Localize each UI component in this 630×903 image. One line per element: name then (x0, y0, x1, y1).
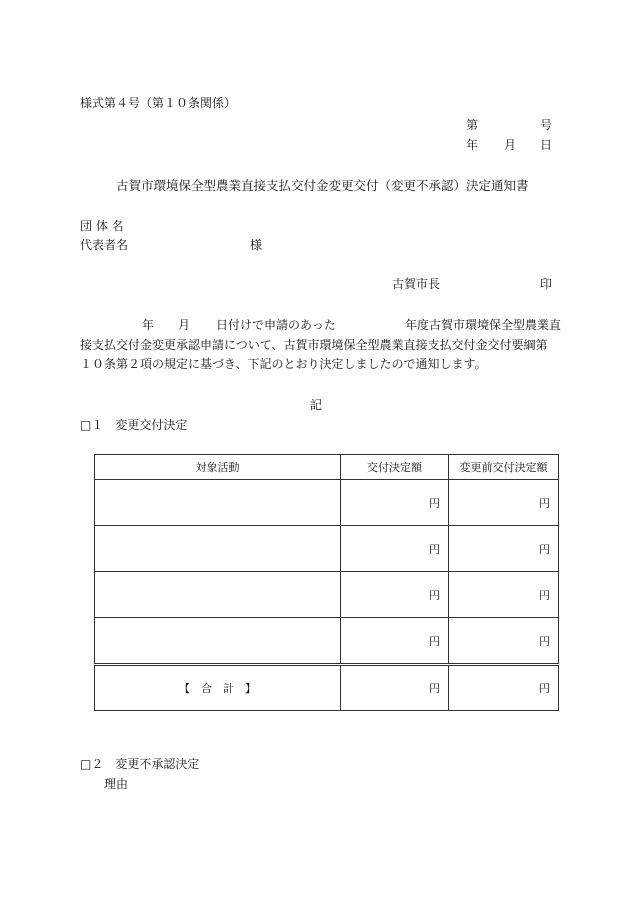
section-2-label: ２ 変更不承認決定 (91, 757, 200, 771)
document-title: 古賀市環境保全型農業直接支払交付金変更交付（変更不承認）決定通知書 (116, 178, 529, 193)
issuer-name: 古賀市長 (392, 277, 441, 291)
table-total-row (95, 665, 559, 711)
section-2-checkbox[interactable]: □ (80, 757, 92, 771)
body-day-text: 日付けで申請のあった (216, 318, 336, 332)
table-row (95, 480, 559, 526)
reason-label: 理由 (104, 777, 129, 791)
table-row (95, 618, 559, 665)
body-line-3: １０条第２項の規定に基づき、下記のとおり決定しましたので通知します。 (80, 357, 487, 371)
representative-label: 代表者名 (80, 238, 129, 252)
table-header-row (95, 455, 559, 480)
body-line-2: 接支払交付金変更承認申請について、古賀市環境保全型農業直接支払交付金交付要綱第 (80, 338, 548, 352)
activity-cell[interactable] (95, 480, 341, 526)
form-number: 様式第４号（第１０条関係） (80, 96, 237, 110)
ki-heading: 記 (310, 398, 323, 412)
section-1-checkbox[interactable]: □ (80, 418, 92, 432)
amount-cell[interactable]: 円 (341, 480, 449, 526)
section-1-heading (80, 418, 187, 432)
doc-number-suffix: 号 (540, 118, 553, 132)
honorific: 様 (250, 238, 263, 252)
header-amount: 交付決定額 (341, 455, 449, 480)
previous-amount-cell[interactable]: 円 (449, 618, 559, 665)
previous-amount-cell[interactable]: 円 (449, 572, 559, 618)
total-previous-amount-cell[interactable]: 円 (449, 665, 559, 711)
total-label: 【 合 計 】 (95, 665, 341, 711)
activity-cell[interactable] (95, 572, 341, 618)
activity-cell[interactable] (95, 526, 341, 572)
section-1-label: １ 変更交付決定 (91, 418, 188, 432)
amount-cell[interactable]: 円 (341, 618, 449, 665)
header-previous-amount: 変更前交付決定額 (449, 455, 559, 480)
table-row (95, 572, 559, 618)
amount-cell[interactable]: 円 (341, 526, 449, 572)
previous-amount-cell[interactable]: 円 (449, 526, 559, 572)
date-year: 年 (466, 138, 479, 152)
seal-mark: 印 (540, 277, 553, 291)
body-year: 年 (142, 318, 155, 332)
grant-table (94, 454, 559, 711)
section-2-heading (80, 757, 199, 771)
previous-amount-cell[interactable]: 円 (449, 480, 559, 526)
doc-number-prefix: 第 (466, 118, 479, 132)
header-activity: 対象活動 (95, 455, 341, 480)
body-month: 月 (178, 318, 191, 332)
date-day: 日 (540, 138, 553, 152)
organization-label: 団 体 名 (80, 219, 124, 233)
activity-cell[interactable] (95, 618, 341, 665)
body-fiscal-year-text: 年度古賀市環境保全型農業直 (405, 318, 562, 332)
date-month: 月 (504, 138, 517, 152)
table-row (95, 526, 559, 572)
amount-cell[interactable]: 円 (341, 572, 449, 618)
total-amount-cell[interactable]: 円 (341, 665, 449, 711)
